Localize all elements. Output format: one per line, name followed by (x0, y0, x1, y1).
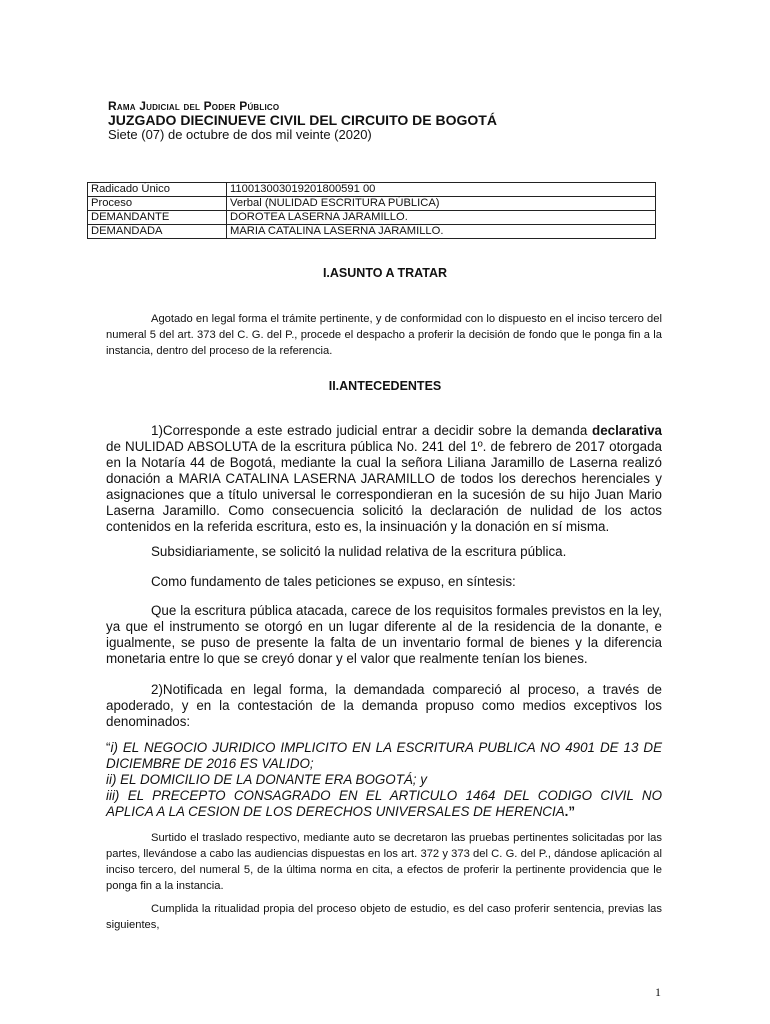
exception-item: ii) EL DOMICILIO DE LA DONANTE ERA BOGOTÁ; y (106, 772, 427, 787)
table-row (88, 197, 656, 211)
exception-item (106, 740, 662, 772)
case-label: Proceso (88, 197, 227, 211)
court-name-heading: JUZGADO DIECINUEVE CIVIL DEL CIRCUITO DE BOGOTÁ (108, 112, 497, 128)
case-label: DEMANDADA (88, 225, 227, 239)
case-label: Radicado Único (88, 183, 227, 197)
table-row (88, 225, 656, 239)
paragraph-escritura: Que la escritura pública atacada, carece de los requisitos formales previstos en la ley, ya que el instrumento se otorgó en un lugar diferente al de la residencia de la donante, e igualmente, se puso de presente la falta de un inventario formal de bienes y la diferencia monetaria entre lo que se creyó donar y el valor que realmente tenían los bienes. (106, 603, 662, 666)
paragraph-traslado: Surtido el traslado respectivo, mediante auto se decretaron las pruebas pertinentes solicitadas por las partes, llevándose a cabo las audiencias dispuestas en los art. 372 y 373 del C. G. del P., dándose aplicación al inciso tercero, del numeral 5, de la última norma en cita, a efectos de proferir la pertinente providencia que le ponga fin a la instancia. (106, 832, 662, 892)
quote-open: “ (106, 740, 111, 755)
paragraph-ritualidad: Cumplida la ritualidad propia del proceso objeto de estudio, es del caso proferir sentencia, previas las siguientes, (106, 903, 662, 931)
case-value: 110013003019201800591 00 (227, 183, 656, 197)
table-row (88, 183, 656, 197)
exception-item (106, 788, 662, 820)
paragraph-fundamento: Como fundamento de tales peticiones se expuso, en síntesis: (151, 574, 516, 589)
paragraph-bold-text: declarativa (592, 423, 662, 438)
quote-close: .” (564, 804, 576, 819)
document-date: Siete (07) de octubre de dos mil veinte (2020) (108, 127, 372, 142)
paragraph-text: 1)Corresponde a este estrado judicial entrar a decidir sobre la demanda (151, 423, 593, 438)
section-title-antecedentes: II.ANTECEDENTES (328, 379, 442, 393)
paragraph-text: de NULIDAD ABSOLUTA de la escritura pública No. 241 del 1º. de febrero de 2017 otorgada en la Notaría 44 de Bogotá, mediante la cual la señora Liliana Jaramillo de Laserna realizó donación a MARIA CATALINA LASERNA JARAMILLO de todos los derechos herenciales y asignaciones que a título universal le correspondieran en la sucesión de su hijo Juan Mario Laserna Jaramillo. Como consecuencia solicitó la declaración de nulidad de los actos contenidos en la referida escritura, esto es, la insinuación y la donación en sí misma. (106, 439, 662, 534)
section-title-asunto: I.ASUNTO A TRATAR (322, 266, 448, 280)
case-value: Verbal (NULIDAD ESCRITURA PÚBLICA) (227, 197, 656, 211)
exception-text: iii) EL PRECEPTO CONSAGRADO EN EL ARTICULO 1464 DEL CODIGO CIVIL NO APLICA A LA CESION DE LOS DERECHOS UNIVERSALES DE HERENCIA (106, 788, 662, 819)
paragraph-subsidiariamente: Subsidiariamente, se solicitó la nulidad relativa de la escritura pública. (151, 544, 567, 559)
table-row (88, 211, 656, 225)
court-branch-heading: Rama Judicial del Poder Público (108, 99, 280, 113)
page-number: 1 (655, 985, 661, 999)
paragraph-contestacion: 2)Notificada en legal forma, la demandada compareció al proceso, a través de apoderado, y en la contestación de la demanda propuso como medios exceptivos los denominados: (106, 682, 662, 729)
case-value: MARIA CATALINA LASERNA JARAMILLO. (227, 225, 656, 239)
case-value: DOROTEA LASERNA JARAMILLO. (227, 211, 656, 225)
paragraph-demanda (106, 423, 662, 535)
exceptions-quote (106, 740, 662, 820)
case-label: DEMANDANTE (88, 211, 227, 225)
case-info-table (87, 182, 656, 239)
paragraph-asunto: Agotado en legal forma el trámite pertinente, y de conformidad con lo dispuesto en el inciso tercero del numeral 5 del art. 373 del C. G. del P., procede el despacho a proferir la decisión de fondo que le ponga fin a la instancia, dentro del proceso de la referencia. (106, 313, 662, 357)
exception-text: i) EL NEGOCIO JURIDICO IMPLICITO EN LA ESCRITURA PUBLICA NO 4901 DE 13 DE DICIEMBRE DE 2016 ES VALIDO; (106, 740, 662, 771)
